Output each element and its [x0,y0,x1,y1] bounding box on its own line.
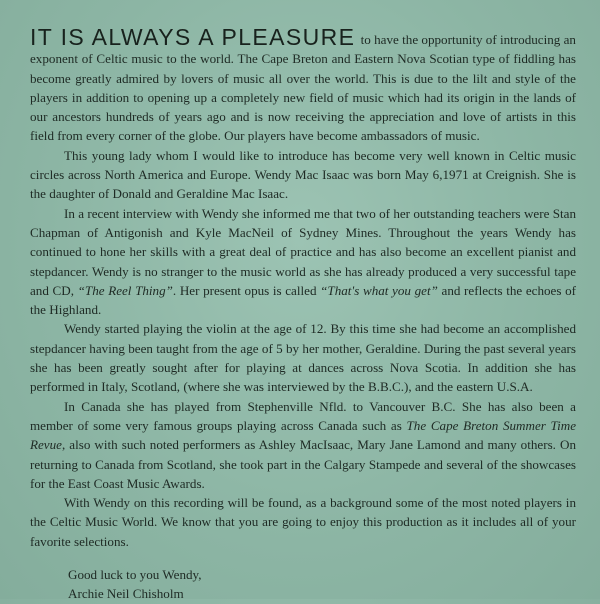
paragraph-6: With Wendy on this recording will be found, as a background some of the most noted players in the Celtic Music World. We know that you are going to enjoy this production as it includes all of your favorite selections. [30,495,576,549]
paragraph-3 [30,204,576,320]
p3-text-b: . Her present opus is called [172,282,317,298]
paragraph-intro [30,24,576,146]
paragraph-4: Wendy started playing the violin at the age of 12. By this time she had become an accomplished stepdancer having been taught from the age of 5 by her mother, Geraldine. During the past several years she has been greatly sought after for playing at dances across Nova Scotia. In addition she has performed in Italy, Scotland, (where she was interviewed by the B.B.C.), and the eastern U.S.A. [30,321,576,395]
paragraph-5 [30,397,576,493]
closing-line: Good luck to you Wendy, [68,567,202,583]
album-title-reel-thing: “The Reel Thing” [77,282,173,298]
intro-text: to have the opportunity of introducing an exponent of Celtic music to the world. The Cape Breton and Eastern Nova Scotian type of fiddling has become greatly admired by lovers of music all over the world. This is due to the lilt and style of the players in addition to opening up a completely new field of music which had its origin in the lands of our ancestors hundreds of years ago and is now receiving the appreciation and love of artists in this field from every corner of the globe. Our players have become ambassadors of music. [30,32,576,144]
group-title-summer-revue: The Cape Breton Summer Time Revue [30,417,577,453]
p5-text-b: , also with such noted performers as Ashley MacIsaac, Mary Jane Lamond and many others. On returning to Canada from Scotland, she took part in the Calgary Stampede and several of the showcases for the East Coast Music Awards. [30,437,576,491]
p3-text-c: and reflects the echoes of the Highland. [30,282,576,318]
album-title-thats-what-you-get: “That's what you get” [320,282,438,298]
paragraph-2: This young lady whom I would like to introduce has become very well known in Celtic music circles across North America and Europe. Wendy Mac Isaac was born May 6,1971 at Creignish. She is the daughter of Donald and Geraldine Mac Isaac. [30,147,576,202]
closing-block [30,565,576,604]
p5-text-a: In Canada she has played from Stephenville Nfld. to Vancouver B.C. She has also been a member of some very famous groups playing across Canada such as [30,398,576,433]
signature: Archie Neil Chisholm [68,586,184,602]
p3-text-a: In a recent interview with Wendy she informed me that two of her outstanding teachers were Stan Chapman of Antigonish and Kyle MacNeil of Sydney Mines. Throughout the years Wendy has continued to hone her skills with a great deal of practice and has also become an excellent pianist and stepdancer. Wendy is no stranger to the music world as she has already produced a very successful tape and CD, [30,205,576,298]
heading-caps: IT IS ALWAYS A PLEASURE [30,24,356,50]
liner-notes-text [30,24,577,604]
